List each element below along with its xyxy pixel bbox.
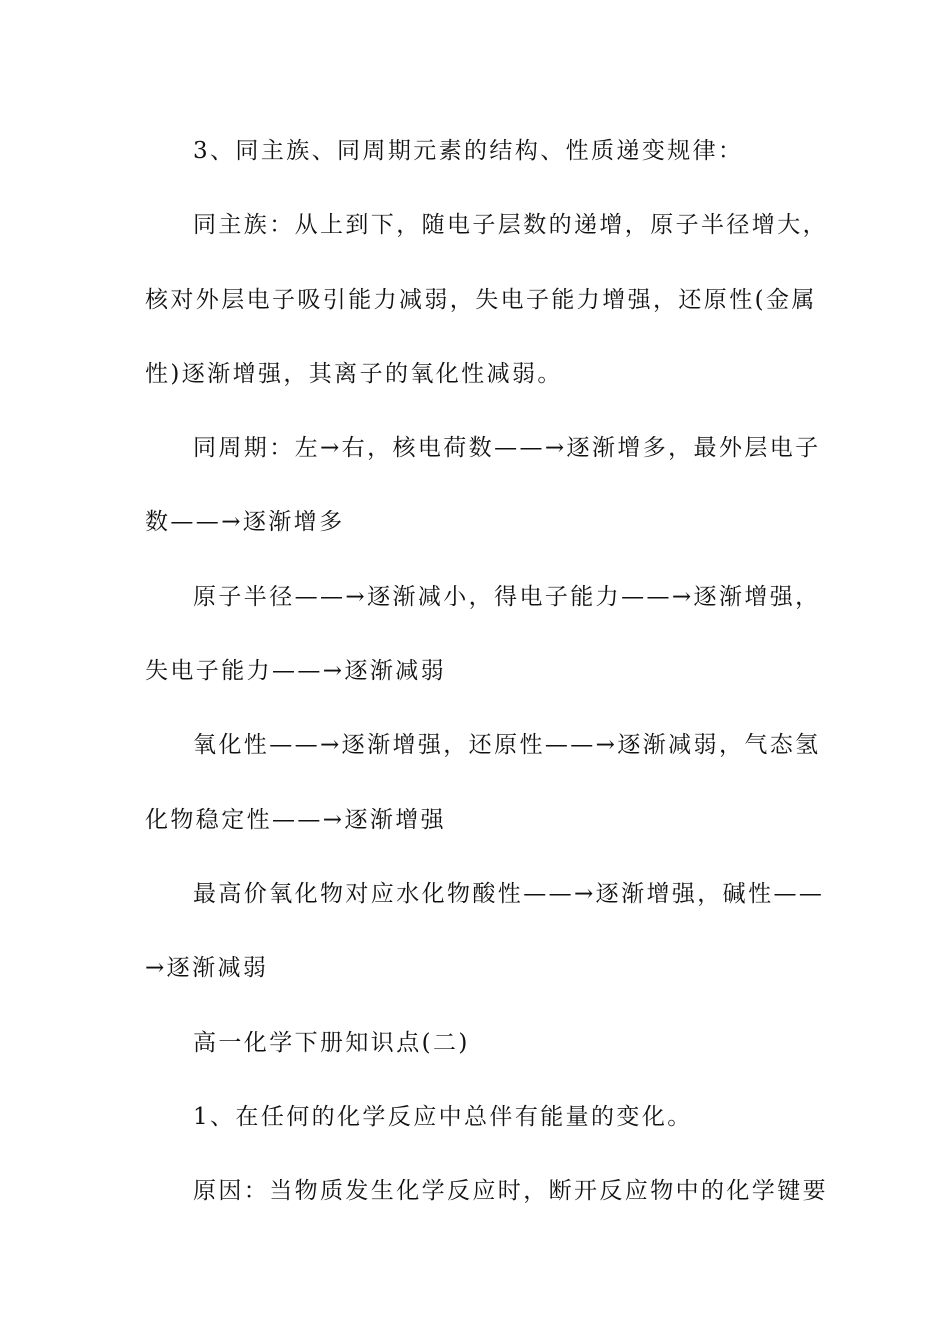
text-line: 原因：当物质发生化学反应时，断开反应物中的化学键要 [193, 1178, 828, 1205]
text-line: 同周期：左→右，核电荷数——→逐渐增多，最外层电子 [193, 435, 821, 462]
text-line: 核对外层电子吸引能力减弱，失电子能力增强，还原性(金属 [145, 286, 817, 313]
text-line: 氧化性——→逐渐增强，还原性——→逐渐减弱，气态氢 [193, 732, 821, 759]
text-line: 最高价氧化物对应水化物酸性——→逐渐增强，碱性—— [193, 880, 825, 907]
text-line: 数——→逐渐增多 [145, 509, 345, 536]
section-heading: 高一化学下册知识点(二) [193, 1029, 470, 1056]
document-body [145, 127, 828, 1241]
text-line: 化物稳定性——→逐渐增强 [145, 806, 447, 833]
text-line: 同主族：从上到下，随电子层数的递增，原子半径增大， [193, 212, 828, 239]
text-line: 3、同主族、同周期元素的结构、性质递变规律： [193, 138, 744, 164]
text-line: 1、在任何的化学反应中总伴有能量的变化。 [193, 1103, 693, 1130]
text-line: 性)逐渐增强，其离子的氧化性减弱。 [145, 360, 563, 387]
text-line: 原子半径——→逐渐减小，得电子能力——→逐渐增强， [193, 583, 821, 610]
text-line: 失电子能力——→逐渐减弱 [145, 658, 447, 685]
text-line: →逐渐减弱 [145, 955, 269, 982]
